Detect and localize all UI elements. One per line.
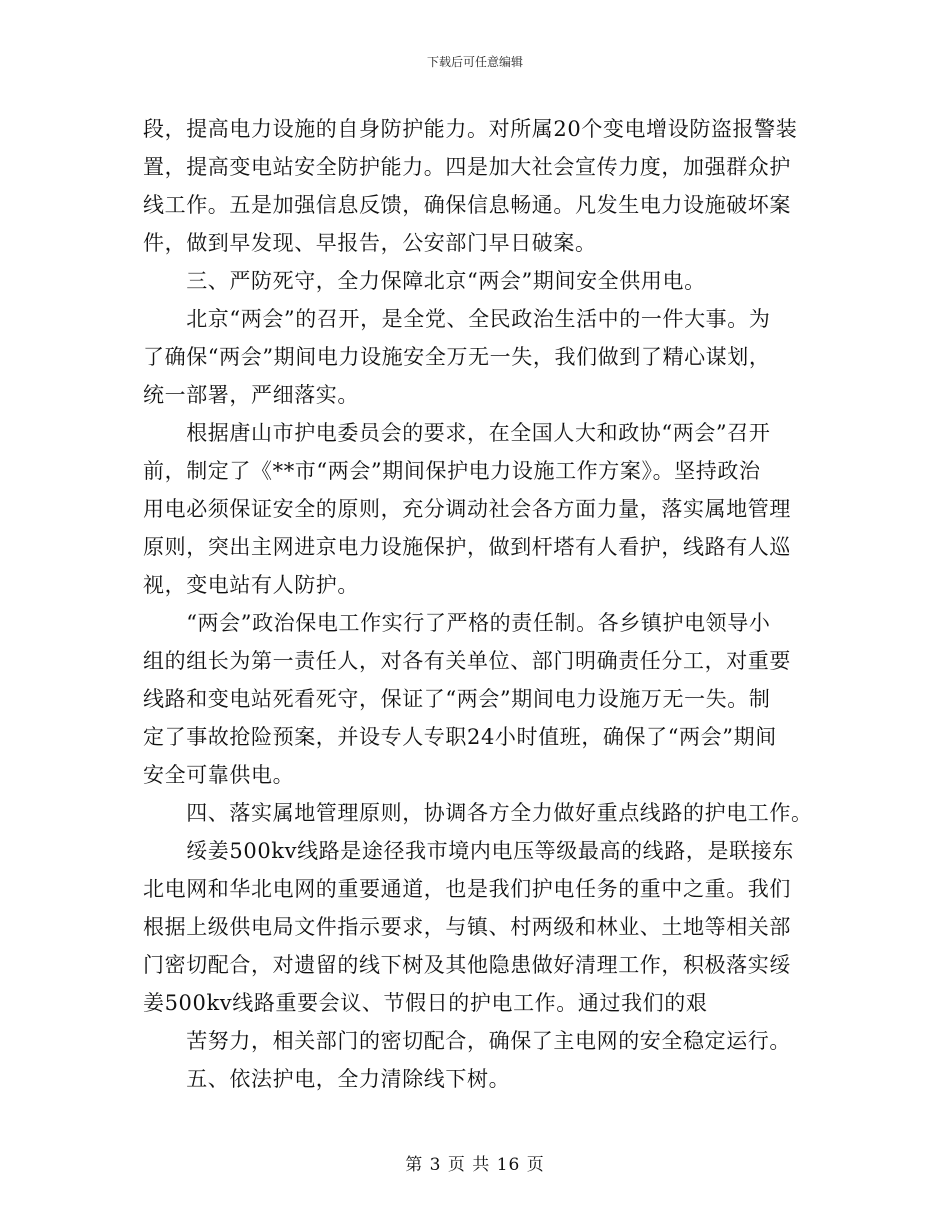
document-body (143, 110, 815, 1098)
text-line: 根据上级供电局文件指示要求，与镇、村两级和林业、土地等相关部 (143, 915, 791, 939)
text-line: 门密切配合，对遗留的线下树及其他隐患做好清理工作，积极落实绥 (143, 953, 791, 977)
text-line: 视，变电站有人防护。 (143, 573, 359, 597)
text-line: 前，制定了《**市“两会”期间保护电力设施工作方案》。坚持政治 (143, 459, 761, 483)
text-line: 线路和变电站死看死守，保证了“两会”期间电力设施万无一失。制 (143, 687, 771, 711)
text-line: 苦努力，相关部门的密切配合，确保了主电网的安全稳定运行。 (143, 1029, 791, 1053)
text-line: 组的组长为第一责任人，对各有关单位、部门明确责任分工，对重要 (143, 649, 791, 673)
text-line: 用电必须保证安全的原则，充分调动社会各方面力量，落实属地管理 (143, 497, 791, 521)
text-line: 安全可靠供电。 (143, 763, 295, 787)
text-line: 根据唐山市护电委员会的要求，在全国人大和政协“两会”召开 (143, 421, 771, 445)
text-line: 绥姜500kv线路是途径我市境内电压等级最高的线路，是联接东 (143, 839, 794, 863)
page-footer: 第 3 页 共 16 页 (405, 1155, 545, 1175)
text-line: 姜500kv线路重要会议、节假日的护电工作。通过我们的艰 (143, 991, 708, 1015)
text-line: 原则，突出主网进京电力设施保护，做到杆塔有人看护，线路有人巡 (143, 535, 791, 559)
text-line: 段，提高电力设施的自身防护能力。对所属20个变电增设防盗报警装 (143, 117, 798, 141)
text-line: 置，提高变电站安全防护能力。四是加大社会宣传力度，加强群众护 (143, 155, 791, 179)
text-line: 统一部署，严细落实。 (143, 383, 359, 407)
section-heading: 四、落实属地管理原则，协调各方全力做好重点线路的护电工作。 (143, 801, 813, 825)
section-heading: 五、依法护电，全力清除线下树。 (143, 1067, 511, 1091)
text-line: “两会”政治保电工作实行了严格的责任制。各乡镇护电领导小 (143, 611, 771, 635)
text-line: 了确保“两会”期间电力设施安全万无一失，我们做到了精心谋划， (143, 345, 771, 369)
section-heading: 三、严防死守，全力保障北京“两会”期间安全供用电。 (143, 269, 706, 293)
text-line: 线工作。五是加强信息反馈，确保信息畅通。凡发生电力设施破坏案 (143, 193, 791, 217)
text-line: 件，做到早发现、早报告，公安部门早日破案。 (143, 231, 597, 255)
page-header: 下载后可任意编辑 (426, 55, 523, 69)
text-line: 定了事故抢险预案，并设专人专职24小时值班，确保了“两会”期间 (143, 725, 777, 749)
text-line: 北京“两会”的召开，是全党、全民政治生活中的一件大事。为 (143, 307, 771, 331)
text-line: 北电网和华北电网的重要通道，也是我们护电任务的重中之重。我们 (143, 877, 791, 901)
